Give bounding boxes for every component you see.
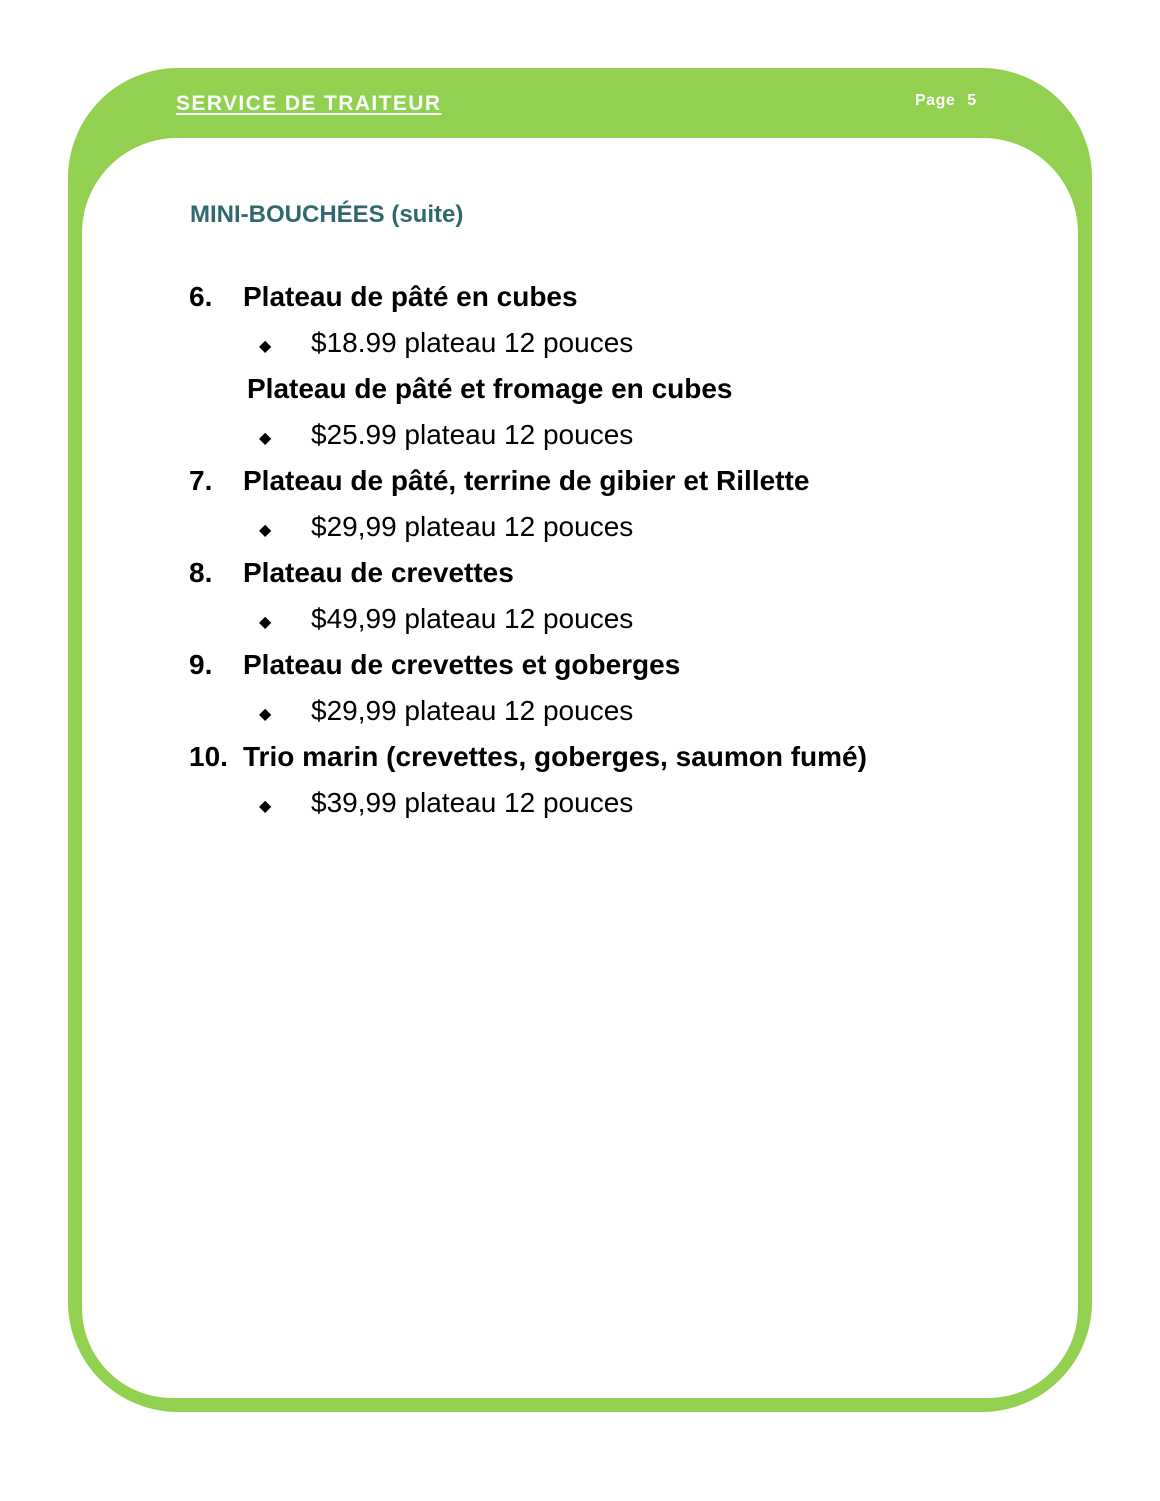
diamond-bullet-icon: ◆	[259, 614, 272, 631]
menu-item	[189, 370, 1049, 462]
menu-item-number: 9.	[189, 649, 213, 680]
menu-item	[189, 554, 1049, 646]
menu-item-label: Plateau de pâté, terrine de gibier et Rillette	[243, 465, 810, 496]
diamond-bullet-icon: ◆	[259, 522, 272, 539]
menu-item-number: 8.	[189, 557, 213, 588]
menu-item-price-row	[189, 600, 1049, 646]
menu-item-title	[189, 462, 1049, 508]
menu-item-price: $29,99 plateau 12 pouces	[311, 695, 634, 726]
menu-item	[189, 738, 1049, 830]
menu-item-number: 7.	[189, 465, 213, 496]
menu-item-title	[189, 646, 1049, 692]
diamond-bullet-icon: ◆	[259, 430, 272, 447]
menu-item-price: $18.99 plateau 12 pouces	[311, 327, 634, 358]
menu-item-number: 6.	[189, 281, 213, 312]
header-title: SERVICE DE TRAITEUR	[176, 92, 442, 115]
section-title: MINI-BOUCHÉES (suite)	[190, 201, 464, 228]
menu-item-price: $39,99 plateau 12 pouces	[311, 787, 634, 818]
menu-item-label: Plateau de pâté et fromage en cubes	[247, 373, 733, 404]
menu-item	[189, 646, 1049, 738]
menu-item-price-row	[189, 784, 1049, 830]
page-number	[915, 92, 977, 110]
menu-item-price: $49,99 plateau 12 pouces	[311, 603, 634, 634]
menu-item-price-row	[189, 416, 1049, 462]
menu-item-number: 10.	[189, 741, 228, 772]
menu-item-title	[189, 738, 1049, 784]
menu-item-label: Plateau de crevettes	[243, 557, 514, 588]
menu-item-title	[189, 278, 1049, 324]
menu-item	[189, 278, 1049, 370]
menu-item	[189, 462, 1049, 554]
diamond-bullet-icon: ◆	[259, 798, 272, 815]
page-label: Page	[915, 92, 956, 109]
menu-item-price-row	[189, 324, 1049, 370]
menu-item-label: Plateau de crevettes et goberges	[243, 649, 681, 680]
menu-list	[189, 278, 1049, 830]
menu-item-price-row	[189, 508, 1049, 554]
diamond-bullet-icon: ◆	[259, 706, 272, 723]
diamond-bullet-icon: ◆	[259, 338, 272, 355]
menu-item-label: Plateau de pâté en cubes	[243, 281, 578, 312]
menu-item-label: Trio marin (crevettes, goberges, saumon fumé)	[243, 741, 867, 772]
menu-item-title	[189, 370, 1049, 416]
menu-item-price: $29,99 plateau 12 pouces	[311, 511, 634, 542]
page-number-value: 5	[967, 92, 977, 109]
menu-item-title	[189, 554, 1049, 600]
menu-item-price-row	[189, 692, 1049, 738]
menu-item-price: $25.99 plateau 12 pouces	[311, 419, 634, 450]
